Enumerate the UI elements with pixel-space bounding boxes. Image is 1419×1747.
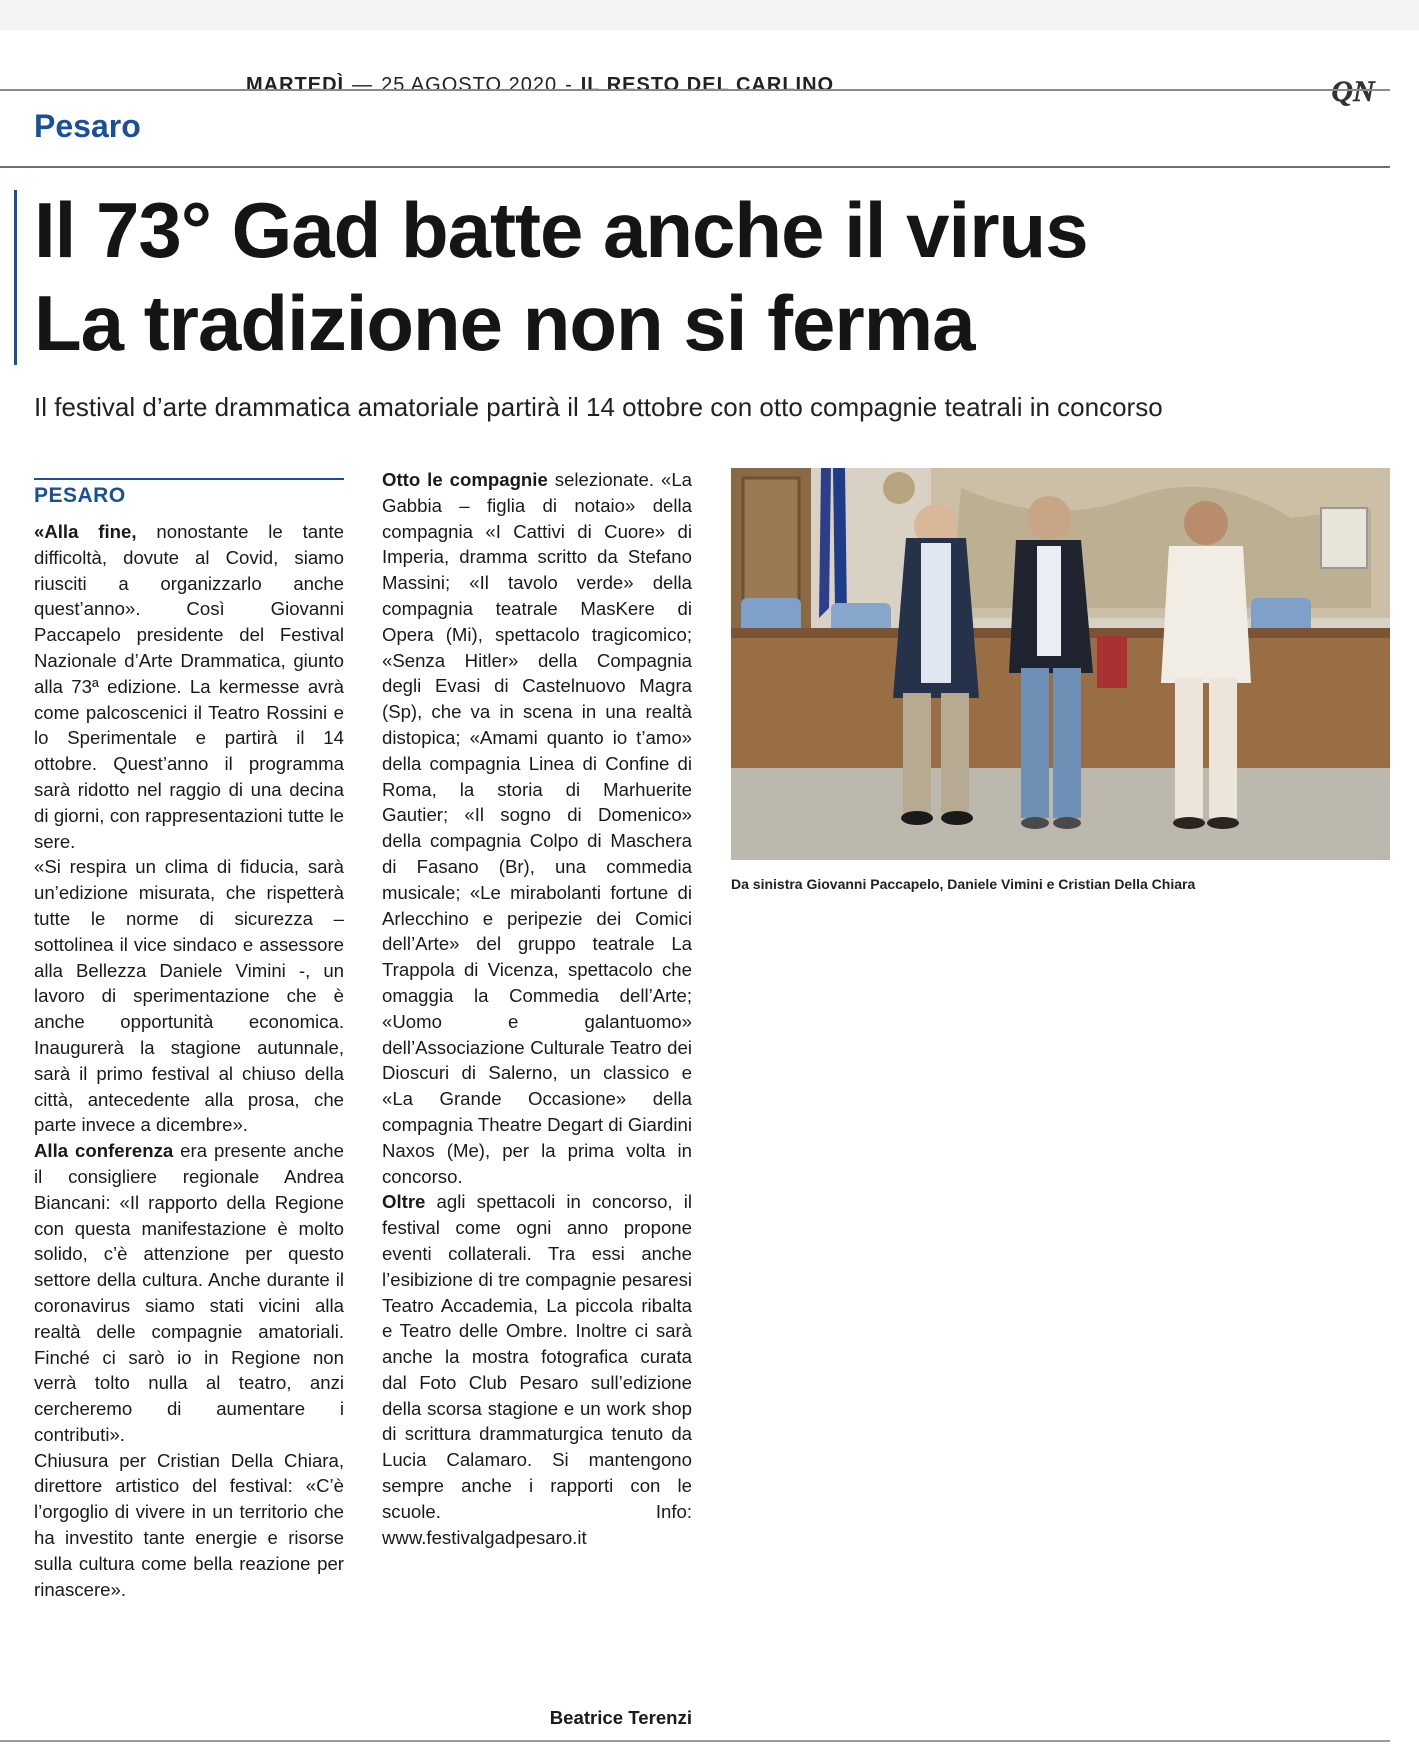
col2-text-2: agli spettacoli in concorso, il festival come ogni anno propone eventi collaterali. Tra essi anche l’esibizione di tre compagnie pesaresi Teatro Accademia, La piccola ribalta e Teatro delle Ombre. Inoltre ci sarà anche la mostra fotografica curata dal Foto Club Pesaro sull’edizione della scorsa stagione e un work shop di scrittura drammaturgica tenuto da Lucia Calamaro. Si mantengono sempre anche i rapporti con le scuole. Info: www.festivalgadpesaro.it <box>382 1191 692 1548</box>
qn-logo-text: QN <box>1331 75 1375 108</box>
headline <box>34 184 1394 370</box>
col2-lead-2: Oltre <box>382 1191 426 1213</box>
col1-paragraph-2: «Si respira un clima di fiducia, sarà un’edizione misurata, che rispetterà tutte le norme di sicurezza – sottolinea il vice sindaco e assessore alla Bellezza Daniele Vimini -, un lavoro di sperimentazione che è anche opportunità economica. Inaugurerà la stagione autunnale, sarà il primo festival al chiuso della città, antecedente alla prosa, che parte invece a dicembre». <box>34 856 344 1136</box>
section-rule <box>0 166 1390 168</box>
col2-paragraph-2 <box>382 1189 692 1550</box>
byline: Beatrice Terenzi <box>549 1707 692 1728</box>
headline-line-1: Il 73° Gad batte anche il virus <box>34 186 1088 274</box>
masthead <box>0 30 1419 108</box>
col1-lead-3: Alla conferenza <box>34 1140 174 1162</box>
col1-paragraph-4: Chiusura per Cristian Della Chiara, direttore artistico del festival: «C’è l’orgoglio di vivere in un territorio che ha investito tante energie e risorse sulla cultura come bella reazione per rinascere». <box>34 1449 344 1600</box>
masthead-day: MARTEDÌ <box>246 74 345 96</box>
page-top-band <box>0 0 1419 30</box>
article-photo <box>731 468 1390 860</box>
col2-text-1: selezionate. «La Gabbia – figlia di notaio» della compagnia «I Cattivi di Cuore» di Imperia, dramma scritto da Stefano Massini; «Il tavolo verde» della compagnia teatrale MasKere di Opera (Mi), spettacolo tragicomico; «Senza Hitler» della Compagnia degli Evasi di Castelnuovo Magra (Sp), che va in scena in una realtà distopica; «Amami quanto io t’amo» della compagnia Linea di Confine di Roma, la storia di Marhuerite Gautier; «Il sogno di Domenico» della compagnia Colpo di Maschera di Fasano (Br), una commedia musicale; «Le mirabolanti fortune di Arlecchino e peripezie dei Comici dell’Arte» del gruppo teatrale La Trappola di Vicenza, spettacolo che omaggia la Commedia dell’Arte; «Uomo e galantuomo» dell’Associazione Culturale Teatro dei Dioscuri di Salerno, un classico e «La Grande Occasione» della compagnia Theatre Degart di Giardini Naxos (Me), per la prima volta in concorso. <box>382 469 693 1187</box>
col1-paragraph-3 <box>34 1138 344 1448</box>
masthead-line: MARTEDÌ — 25 AGOSTO 2020 - IL RESTO DEL CARLINO <box>246 74 835 96</box>
footer-rule <box>0 1740 1390 1742</box>
article-column-1 <box>34 519 344 1602</box>
headline-line-2: La tradizione non si ferma <box>34 279 975 367</box>
col1-text-3: era presente anche il consigliere regionale Andrea Biancani: «Il rapporto della Regione con questa manifestazione è molto solido, c’è attenzione per questo settore della cultura. Anche durante il coronavirus siamo stati vicini alla realtà delle compagnie amatoriali. Finché ci sarò io in Regione non verrà tolto nulla al teatro, anzi cercheremo di aumentare i contributi». <box>34 1140 344 1445</box>
col2-lead-1: Otto le compagnie <box>382 469 548 490</box>
section-label: Pesaro <box>34 108 141 144</box>
article-column-2 <box>382 467 692 1550</box>
qn-logo <box>1318 74 1388 108</box>
masthead-date: 25 AGOSTO 2020 <box>381 74 558 96</box>
subtitle: Il festival d’arte drammatica amatoriale partirà il 14 ottobre con otto compagnie teatrali in concorso <box>34 392 1163 422</box>
photo-caption: Da sinistra Giovanni Paccapelo, Daniele Vimini e Cristian Della Chiara <box>731 876 1196 892</box>
col1-paragraph-1 <box>34 519 344 854</box>
headline-accent-bar <box>14 190 17 365</box>
masthead-paper: IL RESTO DEL CARLINO <box>580 74 835 96</box>
photo-illustration <box>731 468 1390 860</box>
masthead-rule <box>0 89 1390 91</box>
col1-text-1: nonostante le tante difficoltà, dovute al Covid, siamo riusciti a organizzarlo anche quest’anno». Così Giovanni Paccapelo presidente del Festival Nazionale d’Arte Drammatica, giunto alla 73ª edizione. La kermesse avrà come palcoscenici il Teatro Rossini e lo Sperimentale e partirà il 14 ottobre. Quest’anno il programma sarà ridotto nel raggio di una decina di giorni, con rappresentazioni tutte le sere. <box>34 521 344 852</box>
col1-lead-1: «Alla fine, <box>34 521 137 542</box>
dateline-kicker: PESARO <box>34 478 344 508</box>
col2-paragraph-1 <box>382 467 692 1189</box>
